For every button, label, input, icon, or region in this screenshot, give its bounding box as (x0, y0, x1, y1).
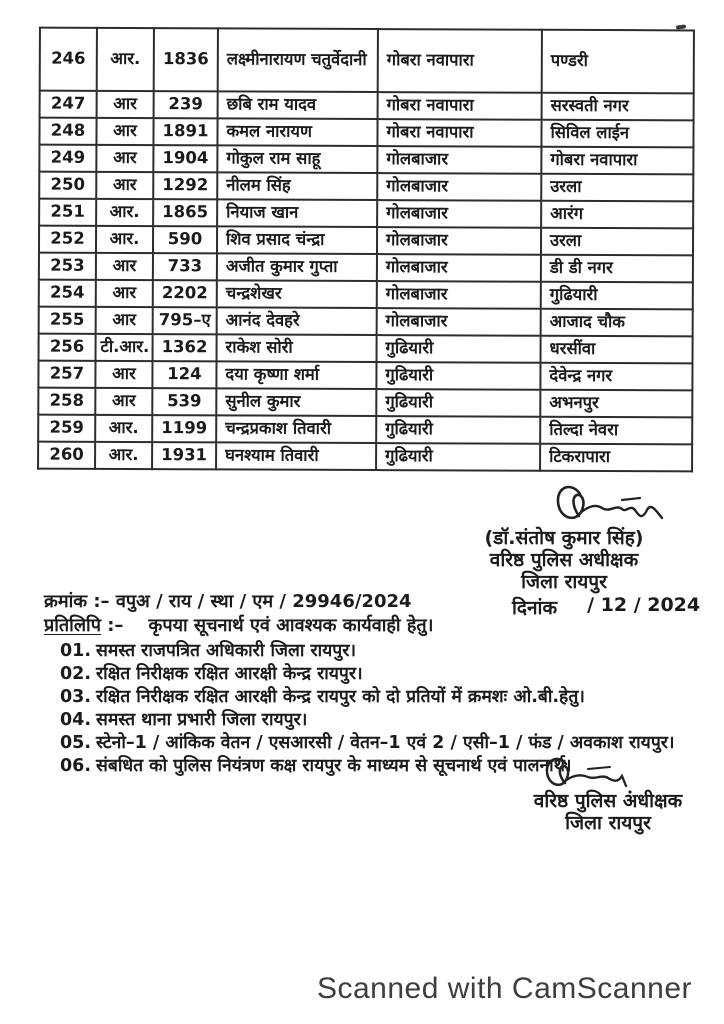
date-label: दिनांक (512, 597, 558, 619)
table-row (38, 415, 692, 445)
signatory-title: वरिष्ठ पुलिस अधीक्षक (489, 549, 639, 571)
copy-item (60, 663, 699, 686)
area-cell: पण्डरी (542, 30, 694, 94)
rank-cell: आर (95, 361, 152, 388)
table-row (39, 280, 693, 310)
table-row (38, 361, 692, 391)
serial-number-cell: 251 (39, 199, 96, 226)
personnel-table (37, 27, 695, 473)
memo-number-label: क्रमांक :– (44, 591, 110, 612)
posting-cell: गोलबाजार (377, 254, 541, 282)
area-cell: उरला (541, 228, 693, 256)
area-cell: डी डी नगर (541, 255, 693, 283)
rank-cell: आर (96, 145, 153, 172)
badge-number-cell: 1199 (152, 415, 216, 442)
name-cell: शिव प्रसाद चंन्द्रा (217, 226, 377, 254)
copy-to-line (44, 614, 699, 637)
serial-number-cell: 255 (39, 307, 96, 334)
area-cell: देवेन्द्र नगर (540, 363, 692, 391)
rank-cell: आर (95, 388, 152, 415)
serial-number-cell: 250 (39, 172, 96, 199)
badge-number-cell: 1891 (153, 118, 217, 145)
area-cell: टिकरापारा (540, 444, 692, 472)
rank-cell: आर. (96, 199, 153, 226)
rank-cell: आर (96, 172, 153, 199)
copy-item-number: 05. (60, 733, 92, 753)
badge-number-cell: 1931 (152, 442, 216, 469)
serial-number-cell: 249 (39, 145, 96, 172)
name-cell: आनंद देवहरे (217, 307, 377, 335)
rank-cell: आर (96, 118, 153, 145)
posting-cell: गुढियारी (376, 389, 540, 417)
name-cell: नियाज खान (217, 199, 377, 227)
table-row (38, 442, 692, 472)
signatory-district: जिला रायपुर (565, 812, 651, 834)
copy-to-text: कृपया सूचनार्थ एवं आवश्यक कार्यवाही हेतु। (148, 615, 434, 636)
signatory-block-1 (418, 527, 710, 593)
badge-number-cell: 1292 (153, 172, 217, 199)
name-cell: चन्द्रप्रकाश तिवारी (216, 415, 376, 443)
rank-cell: आर. (96, 226, 153, 253)
serial-number-cell: 253 (39, 253, 96, 280)
posting-cell: गोबरा नवापारा (377, 119, 541, 147)
badge-number-cell: 239 (154, 91, 218, 118)
signatory-title: वरिष्ठ पुलिस अधीक्षक (533, 790, 683, 812)
name-cell: लक्ष्मीनारायण चतुर्वेदानी (218, 28, 378, 92)
serial-number-cell: 247 (40, 91, 97, 118)
table-row (39, 334, 693, 364)
area-cell: आरंग (541, 201, 693, 229)
copy-to-sep: :– (107, 615, 124, 636)
name-cell: कमल नारायण (217, 118, 377, 146)
posting-cell: गोलबाजार (377, 146, 541, 174)
area-cell: आजाद चौक (541, 309, 693, 337)
copy-item-number: 04. (60, 710, 92, 730)
name-cell: नीलम सिंह (217, 172, 377, 200)
copy-item-text: स्टेनो–1 / आंकिक वेतन / एसआरसी / वेतन–1 एवं 2 / एसी–1 / फंड / अवकाश रायपुर। (96, 733, 675, 753)
rank-cell: आर. (95, 442, 152, 469)
serial-number-cell: 257 (38, 361, 95, 388)
memo-number-line (44, 590, 699, 613)
date-value: / 12 / 2024 (587, 594, 701, 616)
copy-item (60, 709, 699, 732)
copy-item (60, 640, 699, 663)
copy-item-number: 03. (60, 687, 92, 707)
signatory-district: जिला रायपुर (521, 571, 607, 593)
badge-number-cell: 124 (152, 361, 216, 388)
area-cell: धरसींवा (541, 336, 693, 364)
serial-number-cell: 258 (38, 388, 95, 415)
table-row (39, 199, 693, 229)
rank-cell: आर. (97, 28, 154, 91)
copy-to-label: प्रतिलिपि (44, 615, 101, 636)
rank-cell: आर (96, 307, 153, 334)
signature-icon (552, 480, 672, 532)
name-cell: छबि राम यादव (218, 91, 378, 119)
table-row (39, 307, 693, 337)
signatory-block-2 (468, 790, 724, 834)
rank-cell: आर (96, 253, 153, 280)
badge-number-cell: 2202 (153, 280, 217, 307)
area-cell: सरस्वती नगर (542, 93, 694, 121)
serial-number-cell: 248 (39, 118, 96, 145)
signatory-name: (डॉ.संतोष कुमार सिंह) (484, 527, 644, 549)
badge-number-cell: 1865 (153, 199, 217, 226)
posting-cell: गोबरा नवापारा (378, 29, 542, 93)
table-row (40, 91, 694, 121)
posting-cell: गोलबाजार (377, 227, 541, 255)
posting-cell: गुढियारी (376, 416, 540, 444)
copy-item-text: समस्त थाना प्रभारी जिला रायपुर। (96, 710, 308, 730)
serial-number-cell: 259 (38, 415, 95, 442)
badge-number-cell: 590 (153, 226, 217, 253)
name-cell: गोकुल राम साहू (217, 145, 377, 173)
copy-item-text: रक्षित निरीक्षक रक्षित आरक्षी केन्द्र रायपुर को दो प्रतियों में क्रमशः ओ.बी.हेतु। (96, 687, 585, 707)
rank-cell: आर (97, 91, 154, 118)
serial-number-cell: 256 (39, 334, 96, 361)
posting-cell: गोबरा नवापारा (378, 92, 542, 120)
memo-number-value: वपुअ / राय / स्था / एम / 29946/2024 (115, 591, 412, 612)
posting-cell: गोलबाजार (377, 173, 541, 201)
badge-number-cell: 795–ए (153, 307, 217, 334)
table-row (39, 172, 693, 202)
name-cell: सुनील कुमार (216, 388, 376, 416)
table-row (39, 253, 693, 283)
table-row (39, 226, 693, 256)
camscanner-watermark: Scanned with CamScanner (316, 972, 692, 1005)
area-cell: सिविल लाईन (541, 120, 693, 148)
area-cell: गुढियारी (541, 282, 693, 310)
posting-cell: गुढियारी (376, 362, 540, 390)
area-cell: तिल्दा नेवरा (540, 417, 692, 445)
serial-number-cell: 254 (39, 280, 96, 307)
copy-item-number: 06. (60, 756, 92, 776)
table-row (40, 28, 694, 94)
table-row (38, 388, 692, 418)
badge-number-cell: 1904 (153, 145, 217, 172)
serial-number-cell: 260 (38, 442, 95, 469)
personnel-table-body (38, 28, 694, 472)
posting-cell: गुढियारी (376, 443, 540, 471)
copy-item-number: 02. (60, 664, 92, 684)
name-cell: अजीत कुमार गुप्ता (217, 253, 377, 281)
badge-number-cell: 539 (152, 388, 216, 415)
posting-cell: गोलबाजार (377, 200, 541, 228)
name-cell: चन्द्रशेखर (217, 280, 377, 308)
serial-number-cell: 252 (39, 226, 96, 253)
copy-item (60, 686, 699, 709)
posting-cell: गोलबाजार (377, 308, 541, 336)
copy-item-text: रक्षित निरीक्षक रक्षित आरक्षी केन्द्र रायपुर। (96, 664, 363, 684)
personnel-table-container (37, 27, 693, 473)
badge-number-cell: 1836 (154, 28, 218, 91)
badge-number-cell: 733 (153, 253, 217, 280)
table-row (39, 145, 693, 175)
copy-item-text: संबधित को पुलिस नियंत्रण कक्ष रायपुर के माध्यम से सूचनार्थ एवं पालनार्थ। (96, 756, 572, 776)
table-row (39, 118, 693, 148)
area-cell: गोबरा नवापारा (541, 147, 693, 175)
area-cell: उरला (541, 174, 693, 202)
copy-item-text: समस्त राजपत्रित अधिकारी जिला रायपुर। (96, 641, 357, 661)
area-cell: अभनपुर (540, 390, 692, 418)
posting-cell: गोलबाजार (377, 281, 541, 309)
rank-cell: टी.आर. (96, 334, 153, 361)
badge-number-cell: 1362 (153, 334, 217, 361)
rank-cell: आर (96, 280, 153, 307)
copy-item-number: 01. (60, 641, 92, 661)
name-cell: राकेश सोरी (217, 334, 377, 362)
name-cell: घनश्याम तिवारी (216, 442, 376, 470)
rank-cell: आर. (95, 415, 152, 442)
serial-number-cell: 246 (40, 28, 97, 91)
posting-cell: गुढियारी (377, 335, 541, 363)
name-cell: दया कृष्णा शर्मा (216, 361, 376, 389)
memo-section (44, 590, 699, 778)
